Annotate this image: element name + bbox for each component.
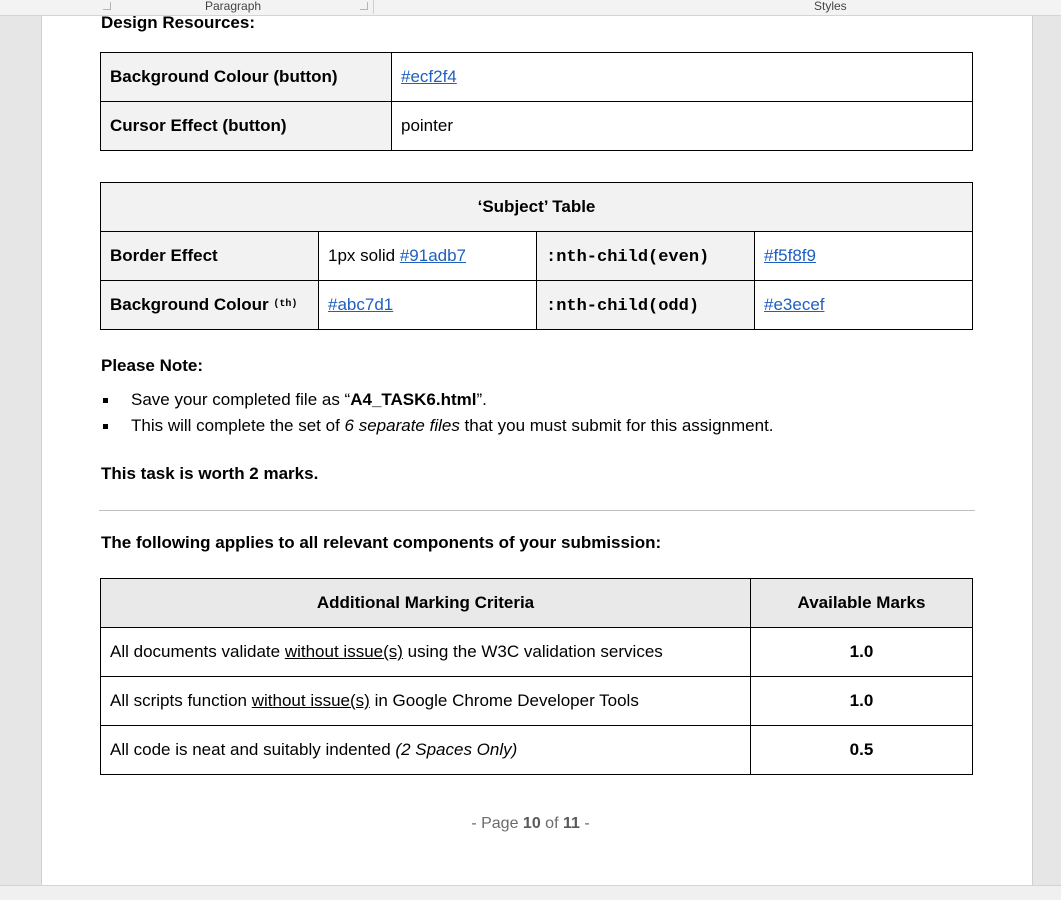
table-row [101,628,973,677]
page-footer [0,815,1061,833]
table-row [101,281,973,330]
border-effect-value-cell [319,232,537,281]
nth-child-odd-value-cell [755,281,973,330]
note2-emphasis: 6 separate files [344,416,460,435]
criteria-text-post: using the W3C validation services [402,642,663,661]
note-list [101,387,981,439]
criteria-underlined: without issue(s) [284,642,403,661]
note2-text-pre: This will complete the set of [131,416,345,435]
marks-cell: 0.5 [751,726,973,775]
th-background-value-cell [319,281,537,330]
note1-text-post: ”. [476,390,487,409]
table-row [101,102,973,151]
border-effect-label: Border Effect [101,232,319,281]
marks-header: Available Marks [751,579,973,628]
criteria-italic: (2 Spaces Only) [395,740,518,759]
note1-text-pre: Save your completed file as “ [131,390,351,409]
criteria-cell [101,726,751,775]
nth-child-even-value-cell [755,232,973,281]
ribbon-separator [373,0,374,14]
criteria-cell [101,628,751,677]
table-row [101,579,973,628]
button-bg-value-cell [392,53,973,102]
border-color-link[interactable]: #91adb7 [399,246,467,265]
task-marks-note: This task is worth 2 marks. [101,464,319,483]
ribbon-group-styles: Styles [814,0,847,13]
marks-cell: 1.0 [751,628,973,677]
footer-prefix: - Page [471,815,523,832]
criteria-text-pre: All documents validate [110,642,285,661]
ribbon-group-paragraph: Paragraph [205,0,262,13]
button-cursor-label: Cursor Effect (button) [101,102,392,151]
font-dialog-launcher-icon[interactable] [103,2,111,10]
subject-table-spec [100,182,973,330]
footer-current-page: 10 [522,815,541,832]
please-note-heading: Please Note: [101,356,204,375]
th-suffix: (th) [273,299,298,310]
design-resources-heading: Design Resources: [101,13,255,32]
criteria-text-post: in Google Chrome Developer Tools [369,691,639,710]
th-bg-color-link[interactable]: #abc7d1 [328,295,394,314]
footer-of: of [540,815,563,832]
border-effect-prefix: 1px solid [328,246,400,265]
button-bg-label: Background Colour (button) [101,53,392,102]
marking-criteria-table [100,578,973,775]
status-bar [0,885,1061,900]
table-row [101,53,973,102]
note1-filename: A4_TASK6.html [350,390,477,409]
th-background-label-cell [101,281,319,330]
marks-cell: 1.0 [751,677,973,726]
criteria-text-pre: All scripts function [110,691,252,710]
bullet-square-icon [103,398,108,403]
list-item [101,387,981,413]
section-divider [99,510,975,511]
nth-child-odd-cell [537,281,755,330]
table-row [101,232,973,281]
button-cursor-value: pointer [392,102,973,151]
footer-total-pages: 11 [562,815,580,832]
criteria-underlined: without issue(s) [251,691,370,710]
nth-child-odd-selector: :nth-child(odd) [546,296,700,316]
nth-child-even-selector: :nth-child(even) [546,247,710,267]
table-row [101,183,973,232]
button-bg-color-link[interactable]: #ecf2f4 [401,67,457,86]
list-item [101,413,981,439]
footer-suffix: - [579,815,590,832]
applies-heading: The following applies to all relevant components of your submission: [101,533,662,552]
button-design-table [100,52,973,151]
note2-text-post: that you must submit for this assignment. [459,416,774,435]
subject-table-title: ‘Subject’ Table [101,183,973,232]
criteria-header: Additional Marking Criteria [101,579,751,628]
table-row [101,677,973,726]
nth-child-even-cell [537,232,755,281]
table-row [101,726,973,775]
bullet-square-icon [103,424,108,429]
odd-row-color-link[interactable]: #e3ecef [764,295,825,314]
criteria-text-pre: All code is neat and suitably indented [110,740,396,759]
criteria-cell [101,677,751,726]
th-background-label: Background Colour [110,295,269,314]
even-row-color-link[interactable]: #f5f8f9 [764,246,816,265]
paragraph-dialog-launcher-icon[interactable] [360,2,368,10]
